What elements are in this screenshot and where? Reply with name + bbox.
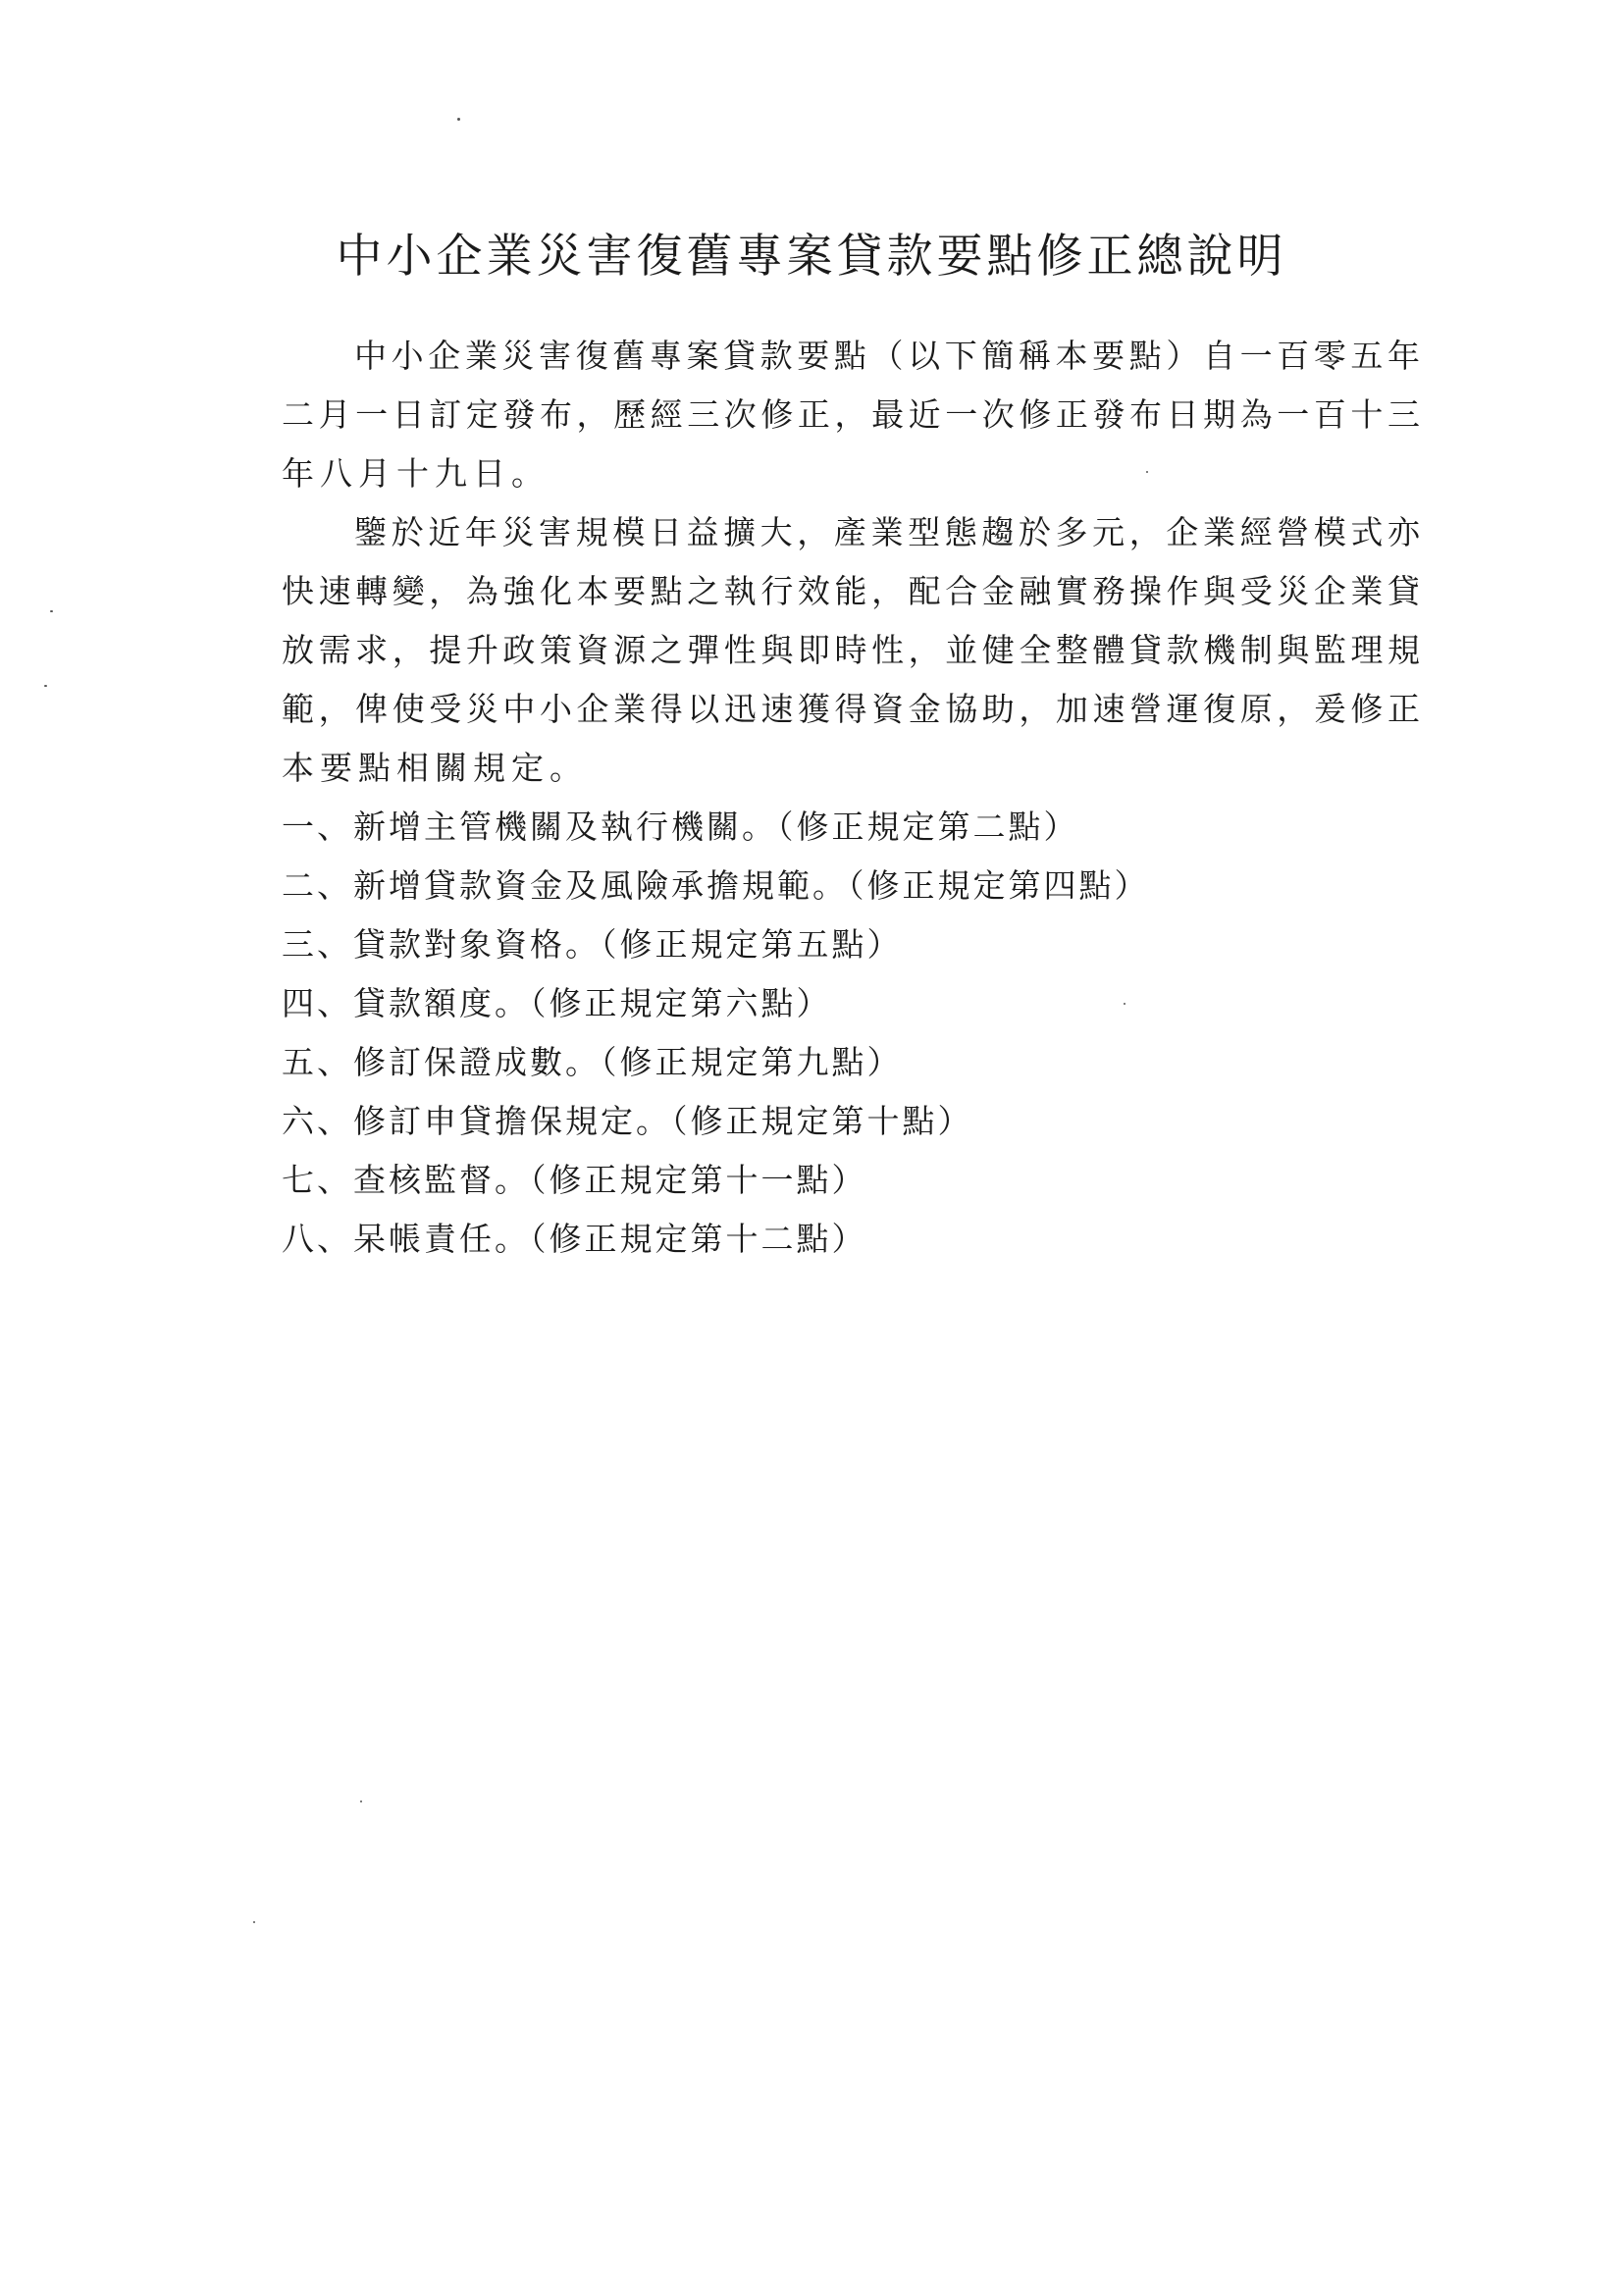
list-item-text: 新增主管機關及執行機關。（修正規定第二點）	[353, 808, 1079, 846]
document-title: 中小企業災害復舊專案貸款要點修正總說明	[336, 230, 1287, 284]
scan-speck	[44, 685, 47, 687]
list-item-number: 六、	[282, 1102, 352, 1140]
list-item-number: 一、	[282, 808, 352, 846]
scan-speck	[253, 1921, 255, 1923]
paragraph-line: 年八月十九日。	[282, 454, 550, 493]
list-item	[282, 974, 1420, 1033]
list-item-number: 七、	[282, 1161, 352, 1199]
paragraph-line: 範，俾使受災中小企業得以迅速獲得資金協助，加速營運復原，爰修正	[282, 690, 1420, 728]
scan-speck	[360, 1800, 362, 1802]
list-item-text: 貸款額度。（修正規定第六點）	[353, 984, 832, 1022]
list-item-number: 八、	[282, 1220, 352, 1258]
scan-speck	[1124, 1003, 1126, 1005]
scan-speck	[50, 610, 53, 612]
list-item-number: 二、	[282, 866, 352, 905]
list-item	[282, 857, 1420, 915]
document-body	[282, 327, 1420, 1269]
paragraph-line: 鑒於近年災害規模日益擴大，產業型態趨於多元，企業經營模式亦	[354, 513, 1420, 551]
list-item	[282, 1033, 1420, 1092]
list-item	[282, 1151, 1420, 1210]
list-item-number: 四、	[282, 984, 352, 1022]
amendment-list	[282, 798, 1420, 1269]
list-item-text: 查核監督。（修正規定第十一點）	[353, 1161, 867, 1199]
list-item	[282, 798, 1420, 857]
list-item-text: 修訂申貸擔保規定。（修正規定第十點）	[353, 1102, 973, 1140]
list-item-text: 修訂保證成數。（修正規定第九點）	[353, 1043, 903, 1081]
paragraph-line: 二月一日訂定發布，歷經三次修正，最近一次修正發布日期為一百十三	[282, 395, 1420, 434]
list-item-text: 貸款對象資格。（修正規定第五點）	[353, 925, 903, 964]
paragraph-rationale	[282, 503, 1420, 798]
list-item	[282, 1210, 1420, 1269]
paragraph-background	[282, 327, 1420, 503]
scan-speck	[1146, 471, 1148, 473]
list-item	[282, 915, 1420, 974]
paragraph-line: 本要點相關規定。	[282, 749, 588, 787]
list-item-text: 新增貸款資金及風險承擔規範。（修正規定第四點）	[353, 866, 1150, 905]
paragraph-line: 中小企業災害復舊專案貸款要點（以下簡稱本要點）自一百零五年	[354, 337, 1420, 375]
list-item-number: 五、	[282, 1043, 352, 1081]
paragraph-line: 放需求，提升政策資源之彈性與即時性，並健全整體貸款機制與監理規	[282, 631, 1420, 669]
paragraph-line: 快速轉變，為強化本要點之執行效能，配合金融實務操作與受災企業貸	[282, 572, 1420, 610]
list-item-number: 三、	[282, 925, 352, 964]
list-item-text: 呆帳責任。（修正規定第十二點）	[353, 1220, 867, 1258]
scan-speck	[457, 118, 460, 121]
list-item	[282, 1092, 1420, 1151]
